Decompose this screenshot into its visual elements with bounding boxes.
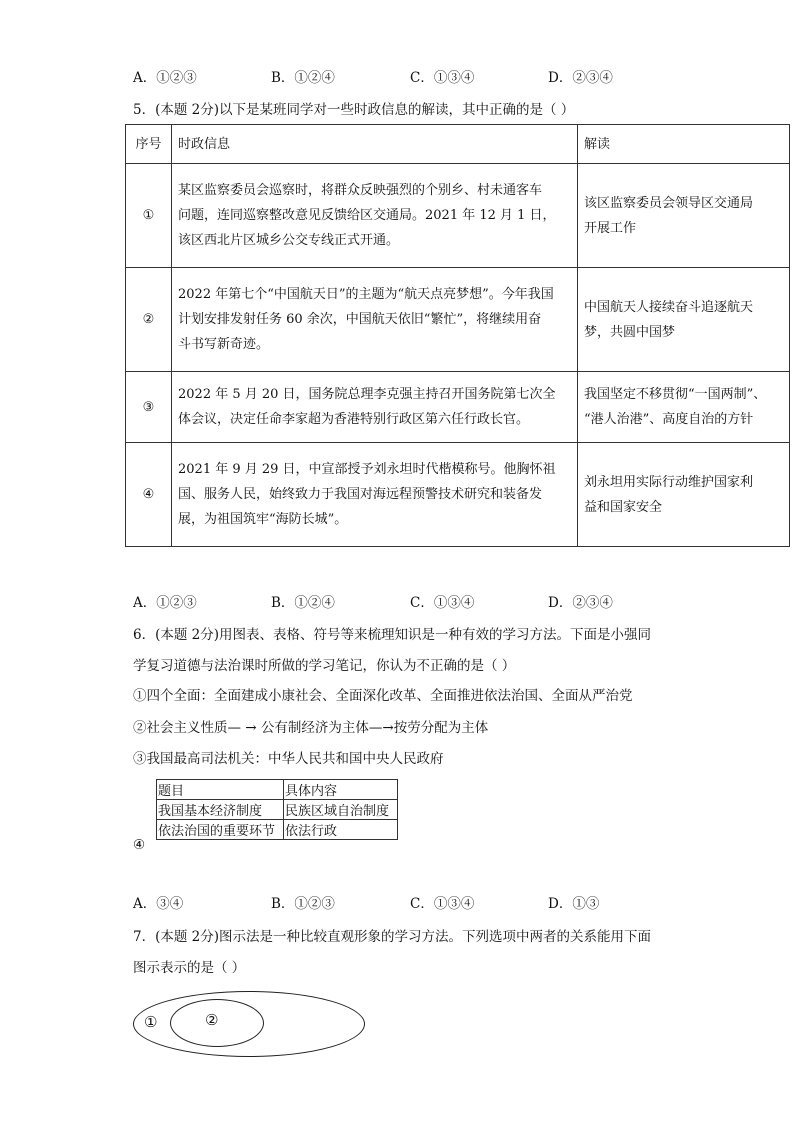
diagram-label-2: ② [205, 1011, 219, 1029]
info-line: 2022 年第七个“中国航天日”的主题为“航天点亮梦想”。今年我国 [178, 287, 554, 302]
q7-stem-line-2: 图示表示的是（ ） [133, 960, 246, 976]
q5-table [125, 124, 790, 547]
header-info: 时政信息 [172, 125, 578, 164]
table-row [126, 443, 790, 547]
info-line: 体会议，决定任命李家超为香港特别行政区第六任行政长官。 [178, 412, 530, 427]
table-row [157, 800, 398, 820]
info-line: 2022 年 5 月 20 日，国务院总理李克强主持召开国务院第七次全 [178, 387, 556, 402]
q6-item-2: ②社会主义性质— → 公有制经济为主体—→按劳分配为主体 [133, 720, 489, 736]
row-num: ② [126, 268, 172, 372]
row-info [172, 443, 578, 547]
table-row [126, 372, 790, 443]
reading-line: 该区监察委员会领导区交通局 [584, 195, 754, 211]
table-cell: 具体内容 [284, 780, 398, 800]
row-info [172, 164, 578, 268]
header-reading: 解读 [578, 125, 790, 164]
info-line: 展，为祖国筑牢“海防长城”。 [178, 512, 348, 527]
reading-line: 中国航天人接续奋斗追逐航天 [584, 299, 754, 315]
table-cell: 题目 [157, 780, 284, 800]
reading-line: 益和国家安全 [584, 499, 663, 515]
table-row [126, 164, 790, 268]
reading-line: 我国坚定不移贯彻“一国两制”、 [584, 387, 767, 402]
table-row [126, 268, 790, 372]
info-line: 该区西北片区城乡公交专线正式开通。 [178, 233, 400, 248]
header-num: 序号 [126, 125, 172, 164]
reading-line: 刘永坦用实际行动维护国家利 [584, 474, 754, 490]
reading-line: 开展工作 [584, 220, 637, 236]
option-d: D．②③④ [548, 595, 613, 611]
row-num: ③ [126, 372, 172, 443]
table-header-row [126, 125, 790, 164]
option-b: B．①②④ [271, 595, 335, 611]
option-a: A．③④ [133, 896, 184, 912]
q6-stem-line-2: 学复习道德与法治课时所做的学习笔记，你认为不正确的是（ ） [133, 658, 516, 674]
diagram-label-1: ① [144, 1013, 158, 1031]
option-c: C．①③④ [410, 70, 475, 86]
q6-item-1: ①四个全面：全面建成小康社会、全面深化改革、全面推进依法治国、全面从严治党 [133, 688, 633, 704]
info-line: 问题，连同巡察整改意见反馈给区交通局。2021 年 12 月 1 日， [178, 208, 556, 223]
table-cell: 我国基本经济制度 [157, 800, 284, 820]
option-c: C．①③④ [410, 896, 475, 912]
q6-item-4-label: ④ [133, 837, 146, 853]
row-reading [578, 443, 790, 547]
info-line: 计划安排发射任务 60 余次，中国航天依旧“繁忙”，将继续用奋 [178, 312, 542, 327]
table-cell: 依法行政 [284, 820, 398, 840]
option-d: D．②③④ [548, 70, 613, 86]
row-reading [578, 372, 790, 443]
reading-line: “港人治港”、高度自治的方针 [584, 412, 754, 427]
info-line: 国、服务人民，始终致力于我国对海远程预警技术研究和装备发 [178, 487, 543, 502]
option-c: C．①③④ [410, 595, 475, 611]
option-a: A．①②③ [133, 595, 197, 611]
table-row [157, 820, 398, 840]
row-num: ① [126, 164, 172, 268]
info-line: 2021 年 9 月 29 日，中宣部授予刘永坦时代楷模称号。他胸怀祖 [178, 462, 556, 477]
option-b: B．①②④ [271, 70, 335, 86]
option-row-q6 [133, 892, 653, 912]
q7-stem-line-1: 7．(本题 2分)图示法是一种比较直观形象的学习方法。下列选项中两者的关系能用下面 [133, 929, 652, 945]
table-cell: 民族区域自治制度 [284, 800, 398, 820]
info-line: 斗书写新奇迹。 [178, 337, 270, 352]
row-info [172, 268, 578, 372]
q6-notes-table [156, 779, 398, 840]
q6-stem-line-1: 6．(本题 2分)用图表、表格、符号等来梳理知识是一种有效的学习方法。下面是小强同 [133, 627, 652, 643]
option-row-q4 [133, 66, 653, 86]
row-reading [578, 164, 790, 268]
table-row [157, 780, 398, 800]
option-d: D．①③ [548, 896, 600, 912]
option-row-q5 [133, 591, 653, 611]
option-b: B．①②③ [271, 896, 335, 912]
reading-line: 梦，共圆中国梦 [584, 324, 676, 340]
row-reading [578, 268, 790, 372]
info-line: 某区监察委员会巡察时，将群众反映强烈的个别乡、村未通客车 [178, 183, 543, 198]
table-cell: 依法治国的重要环节 [157, 820, 284, 840]
row-info [172, 372, 578, 443]
q5-stem: 5．(本题 2分)以下是某班同学对一些时政信息的解读，其中正确的是（ ） [133, 102, 575, 118]
q6-item-3: ③我国最高司法机关：中华人民共和国中央人民政府 [133, 751, 444, 767]
option-a: A．①②③ [133, 70, 197, 86]
row-num: ④ [126, 443, 172, 547]
